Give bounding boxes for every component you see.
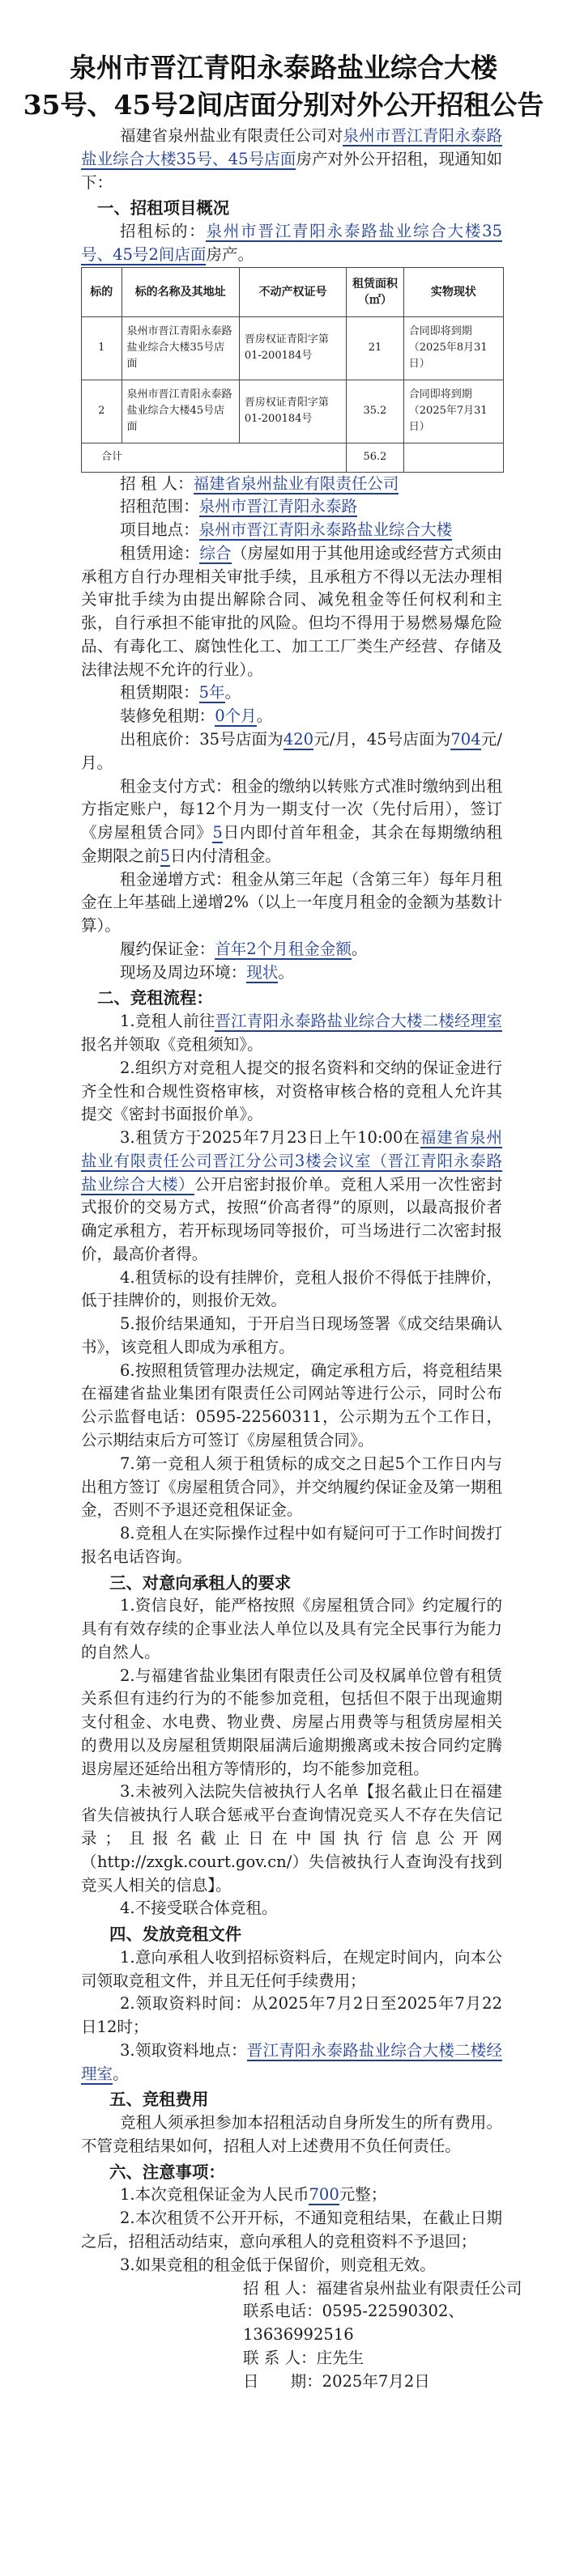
payment-paragraph: 租金支付方式：租金的缴纳以转账方式准时缴纳到出租方指定账户，每12个月为一期支付一次（先付后用），签订《房屋租赁合同》5日内即付首年租金，其余在每期缴纳租金期限之前5日内付清租金。 bbox=[81, 776, 503, 865]
col-header-cert: 不动产权证号 bbox=[239, 267, 346, 316]
process-item-3: 3.租赁方于2025年7月23日上午10:00在福建省泉州盐业有限责任公司晋江分公司3楼会议室（晋江青阳永泰路盐业综合大楼）公开启密封报价单。竞租人采用一次性密封式报价的交易方式，按照“价高者得”的原则，以最高报价者确定承租方，若开标现场同等报价，可当场进行二次密封报价，最高价者得。 bbox=[81, 1128, 503, 1263]
sign-date: 日 期：2025年7月2日 bbox=[243, 2371, 430, 2391]
intro-property-link: 泉州市晋江青阳永泰路盐业综合大楼35号、45号店面 bbox=[81, 126, 503, 168]
process-item-8: 8.竞租人在实际操作过程中如有疑问可于工作时间拨打报名电话咨询。 bbox=[81, 1524, 502, 1566]
section-4-heading: 四、发放竞租文件 bbox=[109, 1925, 242, 1945]
total-value: 56.2 bbox=[347, 443, 404, 472]
section-3-heading: 三、对意向承租人的要求 bbox=[109, 1572, 292, 1593]
range-line: 招租范围：泉州市晋江青阳永泰路 bbox=[120, 497, 357, 516]
file-item-3: 3.领取资料地点：晋江青阳永泰路盐业综合大楼二楼经理室。 bbox=[81, 2040, 502, 2083]
col-header-name: 标的名称及其地址 bbox=[122, 267, 239, 316]
sign-lessor: 招 租 人：福建省泉州盐业有限责任公司 bbox=[243, 2278, 522, 2298]
requirement-item-2: 2.与福建省盐业集团有限责任公司及权属单位曾有租赁关系但有违约行为的不能参加竞租，包括但不限于出现逾期支付租金、水电费、物业费、房屋占用费等与租赁房屋相关的费用以及房屋租赁期限届满后逾期搬离或未按合同约定腾退房屋还延给出租方等情形的，均不能参加竞租。 bbox=[81, 1666, 502, 1778]
cell-status: 合同即将到期（2025年7月31日） bbox=[403, 380, 503, 443]
requirement-item-4: 4.不接受联合体竞租。 bbox=[120, 1899, 278, 1918]
table-row bbox=[82, 380, 504, 443]
price-line: 出租底价：35号店面为420元/月，45号店面为704元/月。 bbox=[81, 730, 502, 772]
title-line-2: 35号、45号2间店面分别对外公开招租公告 bbox=[23, 89, 544, 121]
location-line: 项目地点：泉州市晋江青阳永泰路盐业综合大楼 bbox=[120, 520, 453, 540]
requirement-item-1: 1.资信良好，能严格按照《房屋租赁合同》约定履行的具有有效存续的企事业法人单位以及具有完全民事行为能力的自然人。 bbox=[81, 1596, 502, 1661]
total-empty bbox=[403, 443, 503, 472]
table-header-row bbox=[82, 267, 504, 316]
cell-area: 35.2 bbox=[347, 380, 404, 443]
free-period-line: 装修免租期：0个月。 bbox=[120, 707, 273, 726]
process-item-1: 1.竞租人前往晋江青阳永泰路盐业综合大楼二楼经理室报名并领取《竞租须知》。 bbox=[81, 1012, 502, 1054]
file-item-1: 1.意向承租人收到招标资料后，在规定时间内，向本公司领取竞租文件，并且无任何手续费用； bbox=[81, 1947, 502, 1990]
section-6-heading: 六、注意事项： bbox=[109, 2162, 225, 2182]
col-header-no: 标的 bbox=[82, 267, 122, 316]
notice-item-3: 3.如果竞租的租金低于保留价，则竞租无效。 bbox=[120, 2255, 436, 2274]
target-paragraph: 招租标的：泉州市晋江青阳永泰路盐业综合大楼35号、45号2间店面房产。 bbox=[81, 222, 503, 264]
environment-line: 现场及周边环境：现状。 bbox=[120, 962, 294, 982]
total-label: 合计 bbox=[82, 443, 347, 472]
process-item-5: 5.报价结果通知，于开启当日现场签署《成交结果确认书》，该竞租人即成为承租方。 bbox=[81, 1314, 502, 1356]
process-item-2: 2.组织方对竞租人提交的报名资料和交纳的保证金进行齐全性和合规性资格审核，对资格审核合格的竞租人允许其提交《密封书面报价单》。 bbox=[81, 1058, 502, 1124]
section-5-heading: 五、竞租费用 bbox=[109, 2090, 209, 2110]
cell-status: 合同即将到期（2025年8月31日） bbox=[403, 316, 503, 380]
fee-paragraph: 竞租人须承担参加本招租活动自身所发生的所有费用。不管竞租结果如何，招租人对上述费用不负任何责任。 bbox=[81, 2113, 502, 2155]
sign-phone: 联系电话：0595-22590302、13636992516 bbox=[243, 2302, 464, 2345]
requirement-item-3: 3.未被列入法院失信被执行人名单【报名截止日在福建省失信被执行人联合惩戒平台查询情况竞买人不存在失信记录；且报名截止日在中国执行信息公开网（http://zxgk.court.gov.cn/）失信被执行人查询没有找到竞买人相关的信息】。 bbox=[81, 1782, 502, 1895]
cell-cert: 晋房权证青阳字第01-200184号 bbox=[239, 380, 346, 443]
cell-no: 2 bbox=[82, 380, 122, 443]
notice-item-1: 1.本次竞租保证金为人民币700元整； bbox=[120, 2185, 387, 2205]
col-header-area: 租赁面积（㎡） bbox=[347, 267, 404, 316]
lessor-line: 招 租 人：福建省泉州盐业有限责任公司 bbox=[120, 473, 399, 493]
cell-area: 21 bbox=[347, 316, 404, 380]
process-item-4: 4.租赁标的设有挂牌价，竞租人报价不得低于挂牌价，低于挂牌价的，则报价无效。 bbox=[81, 1267, 502, 1310]
cell-cert: 晋房权证青阳字第01-200184号 bbox=[239, 316, 346, 380]
col-header-status: 实物现状 bbox=[403, 267, 503, 316]
cell-no: 1 bbox=[82, 316, 122, 380]
cell-name: 泉州市晋江青阳永泰路盐业综合大楼35号店面 bbox=[122, 316, 239, 380]
section-1-heading: 一、招租项目概况 bbox=[97, 198, 230, 219]
process-item-6: 6.按照租赁管理办法规定，确定承租方后，将竞租结果在福建省盐业集团有限责任公司网站等进行公示，同时公布公示监督电话：0595-22560311，公示期为五个工作日，公示期结束后方可签订《房屋租赁合同》。 bbox=[81, 1360, 502, 1449]
table-row bbox=[82, 316, 504, 380]
cell-name: 泉州市晋江青阳永泰路盐业综合大楼45号店面 bbox=[122, 380, 239, 443]
section-2-heading: 二、竞租流程： bbox=[97, 988, 213, 1008]
process-item-7: 7.第一竞租人须于租赁标的成交之日起5个工作日内与出租方签订《房屋租赁合同》，并交纳履约保证金及第一期租金，否则不予退还竞租保证金。 bbox=[81, 1454, 502, 1520]
title-line-1: 泉州市晋江青阳永泰路盐业综合大楼 bbox=[70, 52, 497, 83]
notice-item-2: 2.本次租赁不公开开标，不通知竞租结果，在截止日期之后，招租活动结束，意向承租人的竞租资料不予退回； bbox=[81, 2209, 502, 2251]
sign-contact: 联 系 人：庄先生 bbox=[243, 2348, 364, 2367]
file-item-2: 2.领取资料时间：从2025年7月2日至2025年7月22日12时； bbox=[81, 1994, 502, 2037]
term-line: 租赁期限：5年。 bbox=[120, 683, 241, 702]
deposit-line: 履约保证金：首年2个月租金金额。 bbox=[120, 939, 368, 958]
intro-paragraph: 福建省泉州盐业有限责任公司对泉州市晋江青阳永泰路盐业综合大楼35号、45号店面房产对外公开招租，现通知如下： bbox=[81, 126, 503, 192]
increase-paragraph: 租金递增方式：租金从第三年起（含第三年）每年月租金在上年基础上递增2%（以上一年度月租金的金额为基数计算）。 bbox=[81, 869, 503, 936]
table-total-row bbox=[82, 443, 504, 472]
property-table bbox=[81, 267, 504, 473]
usage-paragraph: 租赁用途：综合（房屋如用于其他用途或经营方式须由承租方自行办理相关审批手续，且承租方不得以无法办理相关审批手续为由提出解除合同、减免租金等任何权利和主张，自行承担不能审批的风险。但均不得用于易燃易爆危险品、有毒化工、腐蚀性化工、加工工厂类生产经营、存储及法律法规不允许的行业）。 bbox=[81, 543, 503, 679]
